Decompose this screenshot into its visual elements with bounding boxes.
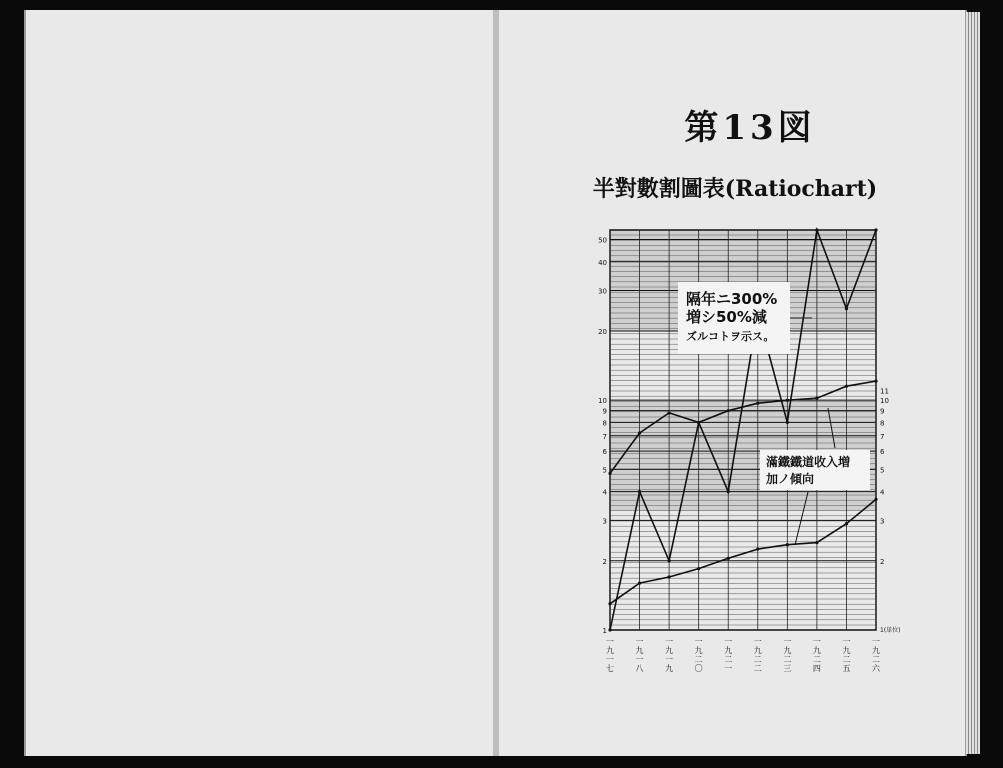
x-tick-label: 一	[724, 664, 733, 673]
y-tick-label-left: 30	[598, 287, 607, 296]
y-tick-label-left: 9	[602, 407, 607, 416]
figure-subtitle: 半對數割圖表(Ratiochart)	[592, 176, 878, 202]
corner-note: 1(単位)	[880, 627, 901, 634]
data-point	[874, 228, 877, 231]
x-tick-label: 九	[872, 646, 880, 655]
data-point	[845, 385, 848, 388]
data-point	[815, 541, 818, 544]
y-tick-label-left: 50	[598, 236, 607, 245]
x-tick-label: 一	[753, 637, 762, 646]
y-tick-label-right: 8	[880, 419, 885, 428]
x-tick-label: 一	[812, 637, 821, 646]
annotation-text-1: ズルコトヲ示ス。	[686, 330, 775, 343]
x-tick-label: 二	[694, 655, 703, 664]
data-point	[668, 559, 671, 562]
x-tick-label: 九	[635, 646, 644, 655]
data-point	[638, 431, 641, 434]
y-tick-label-left: 5	[602, 466, 607, 475]
x-tick-label: 二	[783, 655, 792, 664]
x-tick-label: 九	[665, 646, 674, 655]
data-point	[638, 490, 641, 493]
x-tick-label: 一	[635, 637, 644, 646]
data-point	[786, 399, 789, 402]
x-tick-label: 五	[842, 664, 851, 673]
data-point	[845, 307, 848, 310]
data-point	[697, 567, 700, 570]
y-tick-label-left: 8	[602, 419, 607, 428]
annotation-text-1: 増シ50%減	[686, 308, 767, 326]
annotation-text-1: 隔年ニ300%	[686, 290, 778, 308]
data-point	[608, 602, 611, 605]
x-tick-label: 九	[665, 664, 674, 673]
y-tick-label-left: 3	[602, 517, 607, 526]
y-tick-label-right: 7	[880, 432, 885, 441]
data-point	[727, 557, 730, 560]
y-tick-label-left: 10	[598, 397, 607, 406]
x-tick-label: 一	[842, 637, 851, 646]
x-tick-label: 一	[783, 637, 792, 646]
y-tick-label-left: 7	[602, 432, 607, 441]
x-tick-label: 二	[842, 655, 851, 664]
data-point	[756, 402, 759, 405]
x-tick-label: 四	[812, 664, 821, 673]
y-tick-label-left: 6	[602, 448, 607, 457]
y-tick-label-left: 20	[598, 327, 607, 336]
y-tick-label-right: 3	[880, 517, 885, 526]
data-point	[874, 498, 877, 501]
x-tick-label: 二	[724, 655, 733, 664]
x-tick-label: 〇	[694, 664, 703, 673]
x-tick-label: 一	[665, 637, 674, 646]
data-point	[727, 490, 730, 493]
data-point	[786, 421, 789, 424]
x-tick-label: 一	[665, 655, 674, 664]
x-tick-label: 七	[606, 664, 614, 673]
x-tick-label: 二	[812, 655, 821, 664]
data-point	[608, 472, 611, 475]
data-point	[786, 543, 789, 546]
x-tick-label: 一	[606, 655, 614, 664]
x-tick-label: 九	[842, 646, 851, 655]
x-tick-label: 八	[635, 664, 644, 673]
annotation-text-2: 滿鐵鐵道收入増	[766, 455, 851, 469]
data-point	[815, 228, 818, 231]
data-point	[638, 581, 641, 584]
y-tick-label-right: 9	[880, 407, 885, 416]
data-point	[874, 380, 877, 383]
y-tick-label-left: 1	[602, 627, 607, 635]
data-point	[608, 628, 611, 631]
y-tick-label-right: 11	[880, 387, 889, 396]
x-tick-label: 九	[812, 646, 821, 655]
x-tick-label: 二	[753, 664, 762, 673]
x-tick-label: 六	[872, 664, 880, 673]
x-tick-label: 九	[783, 646, 792, 655]
x-tick-label: 三	[783, 664, 792, 673]
x-tick-label: 一	[872, 637, 880, 646]
x-tick-label: 二	[753, 655, 762, 664]
y-tick-label-right: 10	[880, 397, 889, 406]
x-tick-label: 一	[606, 637, 614, 646]
data-point	[815, 397, 818, 400]
figure-title: 第13図	[684, 108, 816, 148]
x-tick-label: 九	[694, 646, 703, 655]
data-point	[697, 421, 700, 424]
data-point	[727, 409, 730, 412]
y-tick-label-left: 40	[598, 258, 607, 267]
y-tick-label-right: 4	[880, 488, 885, 497]
x-tick-label: 九	[724, 646, 733, 655]
y-tick-label-left: 4	[602, 488, 607, 497]
y-tick-label-left: 2	[602, 557, 607, 566]
y-tick-label-right: 6	[880, 448, 885, 457]
x-tick-label: 一	[694, 637, 703, 646]
data-point	[668, 575, 671, 578]
data-point	[756, 547, 759, 550]
annotation-text-2: 加ノ傾向	[766, 472, 815, 486]
y-tick-label-right: 5	[880, 466, 885, 475]
x-tick-label: 一	[724, 637, 733, 646]
x-tick-label: 九	[606, 646, 614, 655]
y-tick-label-right: 2	[880, 557, 885, 566]
data-point	[845, 522, 848, 525]
x-tick-label: 一	[635, 655, 644, 664]
data-point	[668, 411, 671, 414]
x-tick-label: 九	[753, 646, 762, 655]
x-tick-label: 二	[872, 655, 880, 664]
